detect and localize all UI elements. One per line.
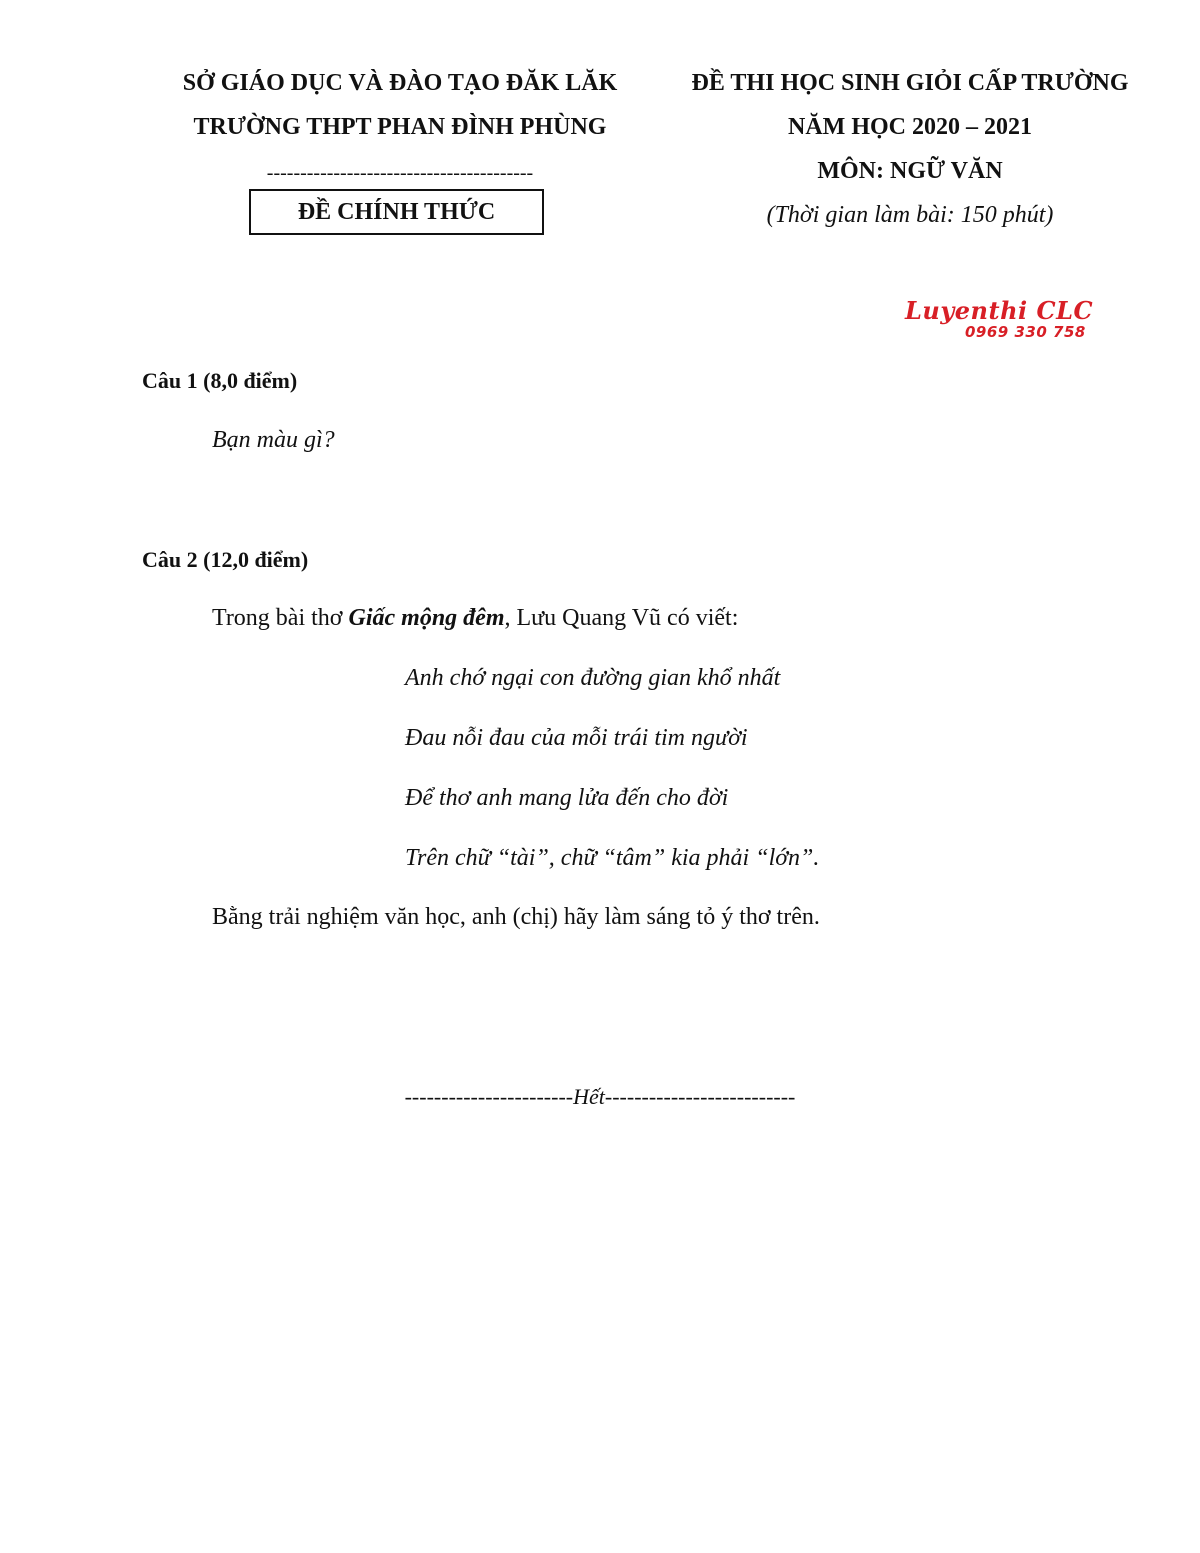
school-year: NĂM HỌC 2020 – 2021 [788,114,1032,140]
exam-title: ĐỀ THI HỌC SINH GIỎI CẤP TRƯỜNG [691,70,1129,96]
logo-phone: 0969 330 758 [965,323,1086,341]
official-exam-label: ĐỀ CHÍNH THỨC [249,189,544,235]
poem-line: Trên chữ “tài”, chữ “tâm” kia phải “lớn”. [405,845,820,871]
poem-line: Đau nỗi đau của mỗi trái tim người [405,725,748,751]
logo-title: Luyenthi CLC [905,296,1094,325]
question-2-intro [212,605,738,632]
question-2-task: Bằng trải nghiệm văn học, anh (chị) hãy làm sáng tỏ ý thơ trên. [212,904,820,930]
header-separator: ---------------------------------------- [266,162,534,184]
question-1-title: Câu 1 (8,0 điểm) [142,368,298,393]
subject-label: MÔN: NGỮ VĂN [817,158,1003,184]
poem-line: Để thơ anh mang lửa đến cho đời [405,785,729,811]
luyenthi-logo [905,296,1135,348]
intro-before: Trong bài thơ [212,605,349,631]
end-dashes-right: -------------------------- [604,1084,796,1109]
poem-title: Giấc mộng đêm [348,605,505,631]
poem-line: Anh chớ ngại con đường gian khổ nhất [405,665,781,691]
end-word: Hết [573,1084,605,1109]
department-name: SỞ GIÁO DỤC VÀ ĐÀO TẠO ĐĂK LĂK [182,70,618,96]
intro-after: , Lưu Quang Vũ có viết: [504,605,739,631]
end-marker [0,1084,1200,1110]
time-note: (Thời gian làm bài: 150 phút) [766,202,1054,228]
question-2-title: Câu 2 (12,0 điểm) [142,547,309,572]
question-1-prompt: Bạn màu gì? [212,427,335,453]
end-dashes-left: ----------------------- [404,1084,574,1109]
school-name: TRƯỜNG THPT PHAN ĐÌNH PHÙNG [193,114,607,140]
